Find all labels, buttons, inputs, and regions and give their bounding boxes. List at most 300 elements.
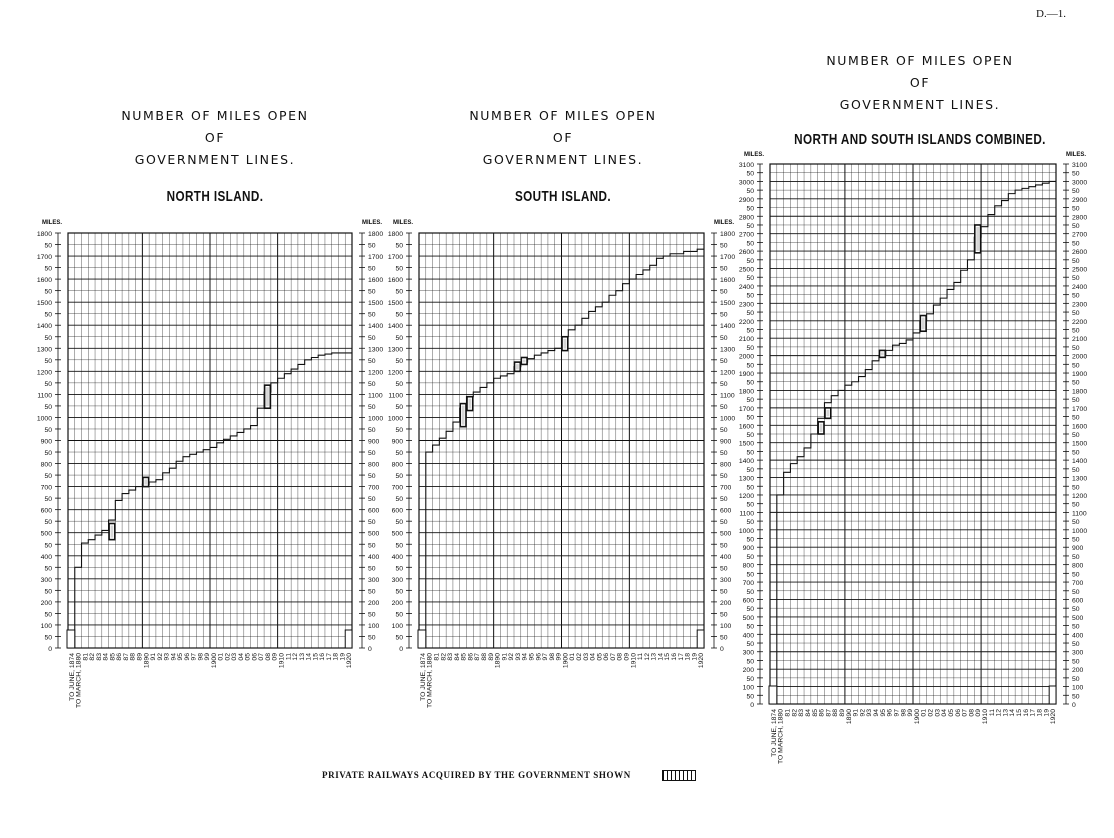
x-tick-label: 03 bbox=[231, 653, 239, 661]
page-reference: D.—1. bbox=[1036, 8, 1066, 20]
y-tick-label-right: 1700 bbox=[1072, 405, 1088, 413]
y-tick-label-left: 50 bbox=[746, 379, 754, 387]
y-tick-label-left: 50 bbox=[395, 334, 403, 342]
x-tick-label: 87 bbox=[122, 653, 130, 661]
y-tick-label-left: 3000 bbox=[738, 179, 754, 187]
x-tick-label: 17 bbox=[677, 653, 685, 661]
y-tick-label-left: 50 bbox=[395, 311, 403, 319]
x-tick-label: 99 bbox=[907, 709, 915, 717]
north-island-chart bbox=[35, 0, 395, 730]
x-tick-label: 92 bbox=[859, 709, 867, 717]
y-tick-label-left: 50 bbox=[395, 242, 403, 250]
y-tick-label-right: 50 bbox=[1072, 240, 1080, 248]
acquired-railway-hatch bbox=[881, 352, 884, 355]
y-tick-label-left: 50 bbox=[746, 188, 754, 196]
y-tick-label-left: 50 bbox=[44, 634, 52, 642]
y-tick-label-right: 3000 bbox=[1072, 179, 1088, 187]
y-tick-label-left: 50 bbox=[44, 403, 52, 411]
y-tick-label-left: 50 bbox=[746, 449, 754, 457]
south-island-chart bbox=[383, 0, 743, 730]
y-tick-label-right: 50 bbox=[368, 450, 376, 458]
x-tick-label: 96 bbox=[886, 709, 894, 717]
y-tick-label-right: 2400 bbox=[1072, 283, 1088, 291]
x-tick-label: 1900 bbox=[913, 709, 921, 725]
y-tick-label-left: 2000 bbox=[738, 353, 754, 361]
x-tick-label: 08 bbox=[616, 653, 624, 661]
y-tick-label-left: 700 bbox=[40, 484, 52, 492]
x-tick-label: 01 bbox=[920, 709, 928, 717]
y-tick-label-left: 1300 bbox=[36, 346, 52, 354]
y-tick-label-left: 50 bbox=[44, 542, 52, 550]
y-tick-label-left: 50 bbox=[395, 634, 403, 642]
y-tick-label-left: 50 bbox=[395, 519, 403, 527]
y-tick-label-left: 2600 bbox=[738, 249, 754, 257]
y-tick-label-right: 50 bbox=[1072, 519, 1080, 527]
y-tick-label-right: 50 bbox=[720, 611, 728, 619]
x-tick-label: 98 bbox=[197, 653, 205, 661]
y-tick-label-left: 1100 bbox=[388, 392, 403, 400]
y-tick-label-left: 50 bbox=[44, 334, 52, 342]
acquired-railway-hatch bbox=[564, 339, 567, 349]
y-tick-label-right: 50 bbox=[368, 426, 376, 434]
y-tick-label-right: 1300 bbox=[368, 346, 384, 354]
y-tick-label-right: 100 bbox=[1072, 684, 1084, 692]
y-tick-label-left: 50 bbox=[395, 426, 403, 434]
y-tick-label-left: 1700 bbox=[738, 405, 754, 413]
y-tick-label-left: 0 bbox=[48, 646, 52, 653]
y-tick-label-left: 50 bbox=[395, 288, 403, 296]
y-tick-label-left: 1400 bbox=[738, 458, 754, 466]
x-tick-label: 17 bbox=[325, 653, 333, 661]
y-tick-label-right: 50 bbox=[368, 311, 376, 319]
y-tick-label-left: 50 bbox=[395, 403, 403, 411]
x-tick-label: TO MARCH, 1880 bbox=[426, 653, 434, 709]
y-tick-label-left: 100 bbox=[742, 684, 754, 692]
y-tick-label-right: 50 bbox=[720, 519, 728, 527]
y-tick-label-right: 50 bbox=[368, 265, 376, 273]
y-tick-label-left: 50 bbox=[746, 310, 754, 318]
y-tick-label-left: 400 bbox=[391, 553, 403, 561]
y-tick-label-right: 1000 bbox=[368, 415, 384, 423]
y-tick-label-left: 1200 bbox=[36, 369, 52, 377]
x-tick-label: 1890 bbox=[494, 653, 502, 669]
y-tick-label-left: 50 bbox=[746, 362, 754, 370]
x-tick-label: 09 bbox=[623, 653, 631, 661]
x-tick-label: 86 bbox=[818, 709, 826, 717]
y-tick-label-right: 1000 bbox=[720, 415, 736, 423]
y-tick-label-right: 50 bbox=[720, 496, 728, 504]
y-tick-label-left: 2500 bbox=[738, 266, 754, 274]
y-tick-label-right: 1700 bbox=[368, 254, 384, 262]
y-tick-label-right: 500 bbox=[1072, 614, 1084, 622]
y-tick-label-right: 50 bbox=[1072, 257, 1080, 265]
y-tick-label-right: 1100 bbox=[368, 392, 383, 400]
x-tick-label: 84 bbox=[453, 653, 461, 661]
y-tick-label-right: 50 bbox=[1072, 553, 1080, 561]
x-tick-label: 93 bbox=[866, 709, 874, 717]
y-tick-label-left: 1400 bbox=[387, 323, 403, 331]
y-tick-label-right: 50 bbox=[1072, 693, 1080, 701]
y-tick-label-right: 50 bbox=[720, 357, 728, 365]
x-tick-label: 18 bbox=[684, 653, 692, 661]
legend-acquired-swatch bbox=[662, 770, 696, 781]
x-tick-label: 1910 bbox=[630, 653, 638, 669]
y-tick-label-right: 1600 bbox=[1072, 423, 1088, 431]
y-tick-label-left: 50 bbox=[746, 240, 754, 248]
x-tick-label: 94 bbox=[873, 709, 881, 717]
chart-subtitle: NORTH AND SOUTH ISLANDS COMBINED. bbox=[794, 131, 1046, 148]
y-tick-label-right: 50 bbox=[720, 311, 728, 319]
y-tick-label-left: 50 bbox=[746, 222, 754, 230]
y-tick-label-left: 50 bbox=[44, 473, 52, 481]
x-tick-label: 14 bbox=[1009, 709, 1017, 717]
x-tick-label: 95 bbox=[879, 709, 887, 717]
y-tick-label-left: 1500 bbox=[738, 440, 754, 448]
y-tick-label-right: 1800 bbox=[720, 231, 736, 238]
y-tick-label-right: 50 bbox=[1072, 379, 1080, 387]
x-tick-label: 93 bbox=[163, 653, 171, 661]
chart-title-line-3: GOVERNMENT LINES. bbox=[134, 152, 296, 167]
y-unit-label-left: MILES. bbox=[42, 220, 63, 226]
y-tick-label-left: 50 bbox=[395, 588, 403, 596]
y-tick-label-left: 100 bbox=[391, 622, 403, 630]
y-tick-label-right: 50 bbox=[1072, 449, 1080, 457]
y-tick-label-right: 50 bbox=[368, 357, 376, 365]
x-tick-label: 05 bbox=[596, 653, 604, 661]
y-tick-label-left: 50 bbox=[746, 205, 754, 213]
y-tick-label-left: 50 bbox=[746, 519, 754, 527]
x-tick-label: 04 bbox=[237, 653, 245, 661]
chart-title-line-2: OF bbox=[552, 130, 574, 145]
y-tick-label-left: 50 bbox=[395, 565, 403, 573]
y-tick-label-left: 50 bbox=[746, 275, 754, 283]
y-tick-label-left: 1200 bbox=[738, 492, 754, 500]
y-tick-label-left: 50 bbox=[44, 426, 52, 434]
y-tick-label-right: 50 bbox=[1072, 362, 1080, 370]
y-tick-label-right: 50 bbox=[1072, 571, 1080, 579]
y-tick-label-right: 600 bbox=[1072, 597, 1084, 605]
x-tick-label: 18 bbox=[1036, 709, 1044, 717]
x-tick-label: 09 bbox=[271, 653, 279, 661]
legend-footnote: PRIVATE RAILWAYS ACQUIRED BY THE GOVERNMENT SHOWN bbox=[322, 770, 631, 780]
y-tick-label-left: 50 bbox=[395, 496, 403, 504]
y-tick-label-right: 50 bbox=[1072, 205, 1080, 213]
x-tick-label: TO JUNE, 1874 bbox=[770, 709, 778, 757]
y-tick-label-left: 50 bbox=[746, 675, 754, 683]
y-tick-label-left: 1800 bbox=[387, 231, 403, 238]
y-tick-label-right: 50 bbox=[1072, 170, 1080, 178]
y-tick-label-left: 1100 bbox=[37, 392, 52, 400]
x-tick-label: 09 bbox=[975, 709, 983, 717]
base-bracket-left bbox=[67, 630, 75, 648]
y-tick-label-right: 50 bbox=[1072, 292, 1080, 300]
x-tick-label: 81 bbox=[784, 709, 792, 717]
y-tick-label-right: 0 bbox=[368, 646, 372, 653]
x-tick-label: 94 bbox=[170, 653, 178, 661]
y-tick-label-right: 2500 bbox=[1072, 266, 1088, 274]
y-tick-label-left: 500 bbox=[742, 614, 754, 622]
y-tick-label-right: 200 bbox=[720, 599, 732, 607]
x-tick-label: 04 bbox=[589, 653, 597, 661]
y-tick-label-right: 500 bbox=[720, 530, 732, 538]
y-tick-label-left: 2100 bbox=[738, 336, 754, 344]
y-tick-label-right: 50 bbox=[720, 242, 728, 250]
base-bracket-right bbox=[1049, 686, 1056, 704]
y-tick-label-left: 1800 bbox=[36, 231, 52, 238]
y-tick-label-left: 100 bbox=[40, 622, 52, 630]
y-tick-label-right: 700 bbox=[720, 484, 732, 492]
y-tick-label-right: 900 bbox=[1072, 545, 1084, 553]
y-tick-label-right: 50 bbox=[1072, 675, 1080, 683]
y-tick-label-right: 200 bbox=[368, 599, 380, 607]
y-tick-label-left: 300 bbox=[742, 649, 754, 657]
y-tick-label-right: 50 bbox=[368, 473, 376, 481]
y-tick-label-right: 400 bbox=[720, 553, 732, 561]
base-bracket-left bbox=[418, 630, 426, 648]
y-tick-label-right: 1800 bbox=[1072, 388, 1088, 396]
y-tick-label-left: 3100 bbox=[738, 162, 754, 169]
chart-title-line-3: GOVERNMENT LINES. bbox=[482, 152, 644, 167]
x-tick-label: 06 bbox=[603, 653, 611, 661]
x-tick-label: 06 bbox=[954, 709, 962, 717]
y-tick-label-right: 800 bbox=[368, 461, 380, 469]
x-tick-label: 1890 bbox=[143, 653, 151, 669]
x-tick-label: 15 bbox=[1016, 709, 1024, 717]
y-tick-label-left: 50 bbox=[44, 588, 52, 596]
y-tick-label-left: 2700 bbox=[738, 231, 754, 239]
x-tick-label: 88 bbox=[480, 653, 488, 661]
y-tick-label-left: 50 bbox=[395, 611, 403, 619]
y-tick-label-left: 700 bbox=[742, 580, 754, 588]
y-tick-label-left: 50 bbox=[44, 450, 52, 458]
x-tick-label: 86 bbox=[467, 653, 475, 661]
acquired-railway-hatch bbox=[523, 360, 526, 363]
x-tick-label: 91 bbox=[501, 653, 509, 661]
y-tick-label-left: 50 bbox=[746, 466, 754, 474]
x-tick-label: 06 bbox=[251, 653, 259, 661]
y-tick-label-left: 50 bbox=[746, 414, 754, 422]
x-tick-label: 92 bbox=[156, 653, 164, 661]
y-tick-label-right: 50 bbox=[720, 588, 728, 596]
acquired-railway-hatch bbox=[144, 479, 147, 484]
x-tick-label: 89 bbox=[136, 653, 144, 661]
y-tick-label-left: 50 bbox=[746, 658, 754, 666]
x-tick-label: TO JUNE, 1874 bbox=[68, 653, 76, 701]
y-tick-label-right: 2200 bbox=[1072, 318, 1088, 326]
y-tick-label-right: 50 bbox=[1072, 222, 1080, 230]
x-tick-label: 88 bbox=[832, 709, 840, 717]
y-tick-label-left: 2200 bbox=[738, 318, 754, 326]
x-tick-label: 81 bbox=[433, 653, 441, 661]
y-tick-label-left: 700 bbox=[391, 484, 403, 492]
y-tick-label-right: 50 bbox=[368, 634, 376, 642]
y-tick-label-right: 50 bbox=[1072, 397, 1080, 405]
y-tick-label-left: 1800 bbox=[738, 388, 754, 396]
acquired-railway-hatch bbox=[266, 387, 269, 406]
x-tick-label: 14 bbox=[657, 653, 665, 661]
y-tick-label-left: 50 bbox=[746, 536, 754, 544]
y-tick-label-right: 1200 bbox=[1072, 492, 1088, 500]
y-tick-label-right: 600 bbox=[368, 507, 380, 515]
base-bracket-right bbox=[345, 630, 352, 648]
x-tick-label: 08 bbox=[968, 709, 976, 717]
chart-title-line-1: NUMBER OF MILES OPEN bbox=[121, 108, 309, 123]
y-tick-label-left: 1000 bbox=[36, 415, 52, 423]
y-tick-label-left: 1400 bbox=[36, 323, 52, 331]
x-tick-label: 1920 bbox=[1050, 709, 1058, 725]
y-tick-label-right: 1300 bbox=[720, 346, 736, 354]
y-tick-label-left: 300 bbox=[40, 576, 52, 584]
x-tick-label: 16 bbox=[1022, 709, 1030, 717]
y-tick-label-right: 400 bbox=[368, 553, 380, 561]
x-tick-label: 03 bbox=[582, 653, 590, 661]
x-tick-label: 91 bbox=[150, 653, 158, 661]
y-tick-label-right: 50 bbox=[368, 588, 376, 596]
y-tick-label-right: 300 bbox=[368, 576, 380, 584]
x-tick-label: 03 bbox=[934, 709, 942, 717]
y-tick-label-right: 1200 bbox=[368, 369, 384, 377]
acquired-railway-hatch bbox=[111, 526, 114, 538]
y-tick-label-right: 800 bbox=[1072, 562, 1084, 570]
y-tick-label-left: 2800 bbox=[738, 214, 754, 222]
base-bracket-left bbox=[769, 686, 777, 704]
x-tick-label: 84 bbox=[804, 709, 812, 717]
y-tick-label-right: 2300 bbox=[1072, 301, 1088, 309]
y-tick-label-left: 800 bbox=[391, 461, 403, 469]
x-tick-label: 93 bbox=[514, 653, 522, 661]
y-tick-label-left: 1700 bbox=[387, 254, 403, 262]
y-tick-label-right: 50 bbox=[1072, 344, 1080, 352]
x-tick-label: 11 bbox=[637, 653, 645, 661]
y-tick-label-left: 600 bbox=[391, 507, 403, 515]
y-tick-label-right: 50 bbox=[368, 519, 376, 527]
y-tick-label-left: 0 bbox=[399, 646, 403, 653]
y-tick-label-left: 50 bbox=[395, 450, 403, 458]
y-tick-label-right: 2700 bbox=[1072, 231, 1088, 239]
y-tick-label-left: 0 bbox=[750, 702, 754, 709]
y-tick-label-left: 50 bbox=[746, 344, 754, 352]
x-tick-label: TO JUNE, 1874 bbox=[419, 653, 427, 701]
y-tick-label-right: 50 bbox=[720, 473, 728, 481]
y-tick-label-right: 1600 bbox=[720, 277, 736, 285]
y-tick-label-right: 50 bbox=[1072, 466, 1080, 474]
chart-title-line-1: NUMBER OF MILES OPEN bbox=[826, 53, 1014, 68]
x-tick-label: 96 bbox=[535, 653, 543, 661]
x-tick-label: 82 bbox=[440, 653, 448, 661]
y-tick-label-right: 2600 bbox=[1072, 249, 1088, 257]
y-tick-label-left: 50 bbox=[395, 473, 403, 481]
x-tick-label: 12 bbox=[643, 653, 651, 661]
y-tick-label-right: 1100 bbox=[720, 392, 735, 400]
x-tick-label: 16 bbox=[319, 653, 327, 661]
y-unit-label-left: MILES. bbox=[393, 220, 414, 226]
x-tick-label: 1920 bbox=[346, 653, 354, 669]
combined-islands-chart bbox=[735, 0, 1105, 790]
chart-title-line-1: NUMBER OF MILES OPEN bbox=[469, 108, 657, 123]
y-tick-label-left: 1300 bbox=[738, 475, 754, 483]
y-tick-label-right: 1500 bbox=[1072, 440, 1088, 448]
y-tick-label-left: 200 bbox=[391, 599, 403, 607]
x-tick-label: 02 bbox=[575, 653, 583, 661]
y-tick-label-right: 1400 bbox=[720, 323, 736, 331]
y-tick-label-right: 50 bbox=[1072, 658, 1080, 666]
y-tick-label-right: 50 bbox=[1072, 310, 1080, 318]
x-tick-label: 13 bbox=[1002, 709, 1010, 717]
y-tick-label-left: 50 bbox=[746, 588, 754, 596]
y-tick-label-right: 50 bbox=[368, 611, 376, 619]
x-tick-label: 19 bbox=[691, 653, 699, 661]
y-tick-label-left: 50 bbox=[746, 170, 754, 178]
y-tick-label-left: 50 bbox=[44, 288, 52, 296]
y-tick-label-left: 50 bbox=[746, 641, 754, 649]
x-tick-label: TO MARCH, 1880 bbox=[777, 709, 785, 765]
y-tick-label-left: 900 bbox=[391, 438, 403, 446]
y-tick-label-left: 50 bbox=[395, 542, 403, 550]
x-tick-label: 19 bbox=[339, 653, 347, 661]
x-tick-label: 97 bbox=[542, 653, 550, 661]
y-unit-label-left: MILES. bbox=[744, 152, 765, 158]
y-tick-label-right: 800 bbox=[720, 461, 732, 469]
x-tick-label: 16 bbox=[670, 653, 678, 661]
y-tick-label-left: 50 bbox=[44, 496, 52, 504]
y-tick-label-right: 50 bbox=[368, 542, 376, 550]
y-tick-label-left: 2300 bbox=[738, 301, 754, 309]
x-tick-label: 11 bbox=[988, 709, 996, 717]
x-tick-label: 95 bbox=[528, 653, 536, 661]
x-tick-label: 02 bbox=[927, 709, 935, 717]
y-tick-label-left: 800 bbox=[742, 562, 754, 570]
y-tick-label-left: 900 bbox=[40, 438, 52, 446]
y-tick-label-right: 1900 bbox=[1072, 371, 1088, 379]
x-tick-label: 01 bbox=[569, 653, 577, 661]
x-tick-label: 87 bbox=[825, 709, 833, 717]
y-tick-label-left: 1500 bbox=[36, 300, 52, 308]
y-tick-label-right: 1400 bbox=[368, 323, 384, 331]
x-tick-label: 94 bbox=[521, 653, 529, 661]
x-tick-label: 92 bbox=[508, 653, 516, 661]
y-tick-label-left: 50 bbox=[44, 380, 52, 388]
y-tick-label-right: 1800 bbox=[368, 231, 384, 238]
x-tick-label: 05 bbox=[947, 709, 955, 717]
y-tick-label-right: 50 bbox=[1072, 188, 1080, 196]
y-tick-label-right: 1000 bbox=[1072, 527, 1088, 535]
y-tick-label-right: 50 bbox=[1072, 623, 1080, 631]
y-tick-label-left: 1000 bbox=[738, 527, 754, 535]
y-tick-label-right: 50 bbox=[720, 334, 728, 342]
x-tick-label: 89 bbox=[487, 653, 495, 661]
y-tick-label-right: 400 bbox=[1072, 632, 1084, 640]
y-tick-label-left: 50 bbox=[746, 292, 754, 300]
x-tick-label: 1900 bbox=[562, 653, 570, 669]
y-tick-label-left: 1700 bbox=[36, 254, 52, 262]
y-tick-label-right: 2800 bbox=[1072, 214, 1088, 222]
y-tick-label-right: 2000 bbox=[1072, 353, 1088, 361]
x-tick-label: 19 bbox=[1043, 709, 1051, 717]
acquired-railway-hatch bbox=[516, 364, 519, 369]
y-tick-label-left: 1300 bbox=[387, 346, 403, 354]
y-tick-label-left: 1000 bbox=[387, 415, 403, 423]
x-tick-label: 07 bbox=[258, 653, 266, 661]
x-tick-label: 13 bbox=[298, 653, 306, 661]
y-tick-label-left: 50 bbox=[44, 519, 52, 527]
y-tick-label-right: 300 bbox=[1072, 649, 1084, 657]
y-tick-label-right: 100 bbox=[368, 622, 380, 630]
y-tick-label-right: 50 bbox=[1072, 414, 1080, 422]
y-tick-label-left: 50 bbox=[44, 242, 52, 250]
y-tick-label-left: 50 bbox=[44, 565, 52, 573]
y-tick-label-right: 50 bbox=[1072, 432, 1080, 439]
y-tick-label-right: 50 bbox=[368, 403, 376, 411]
